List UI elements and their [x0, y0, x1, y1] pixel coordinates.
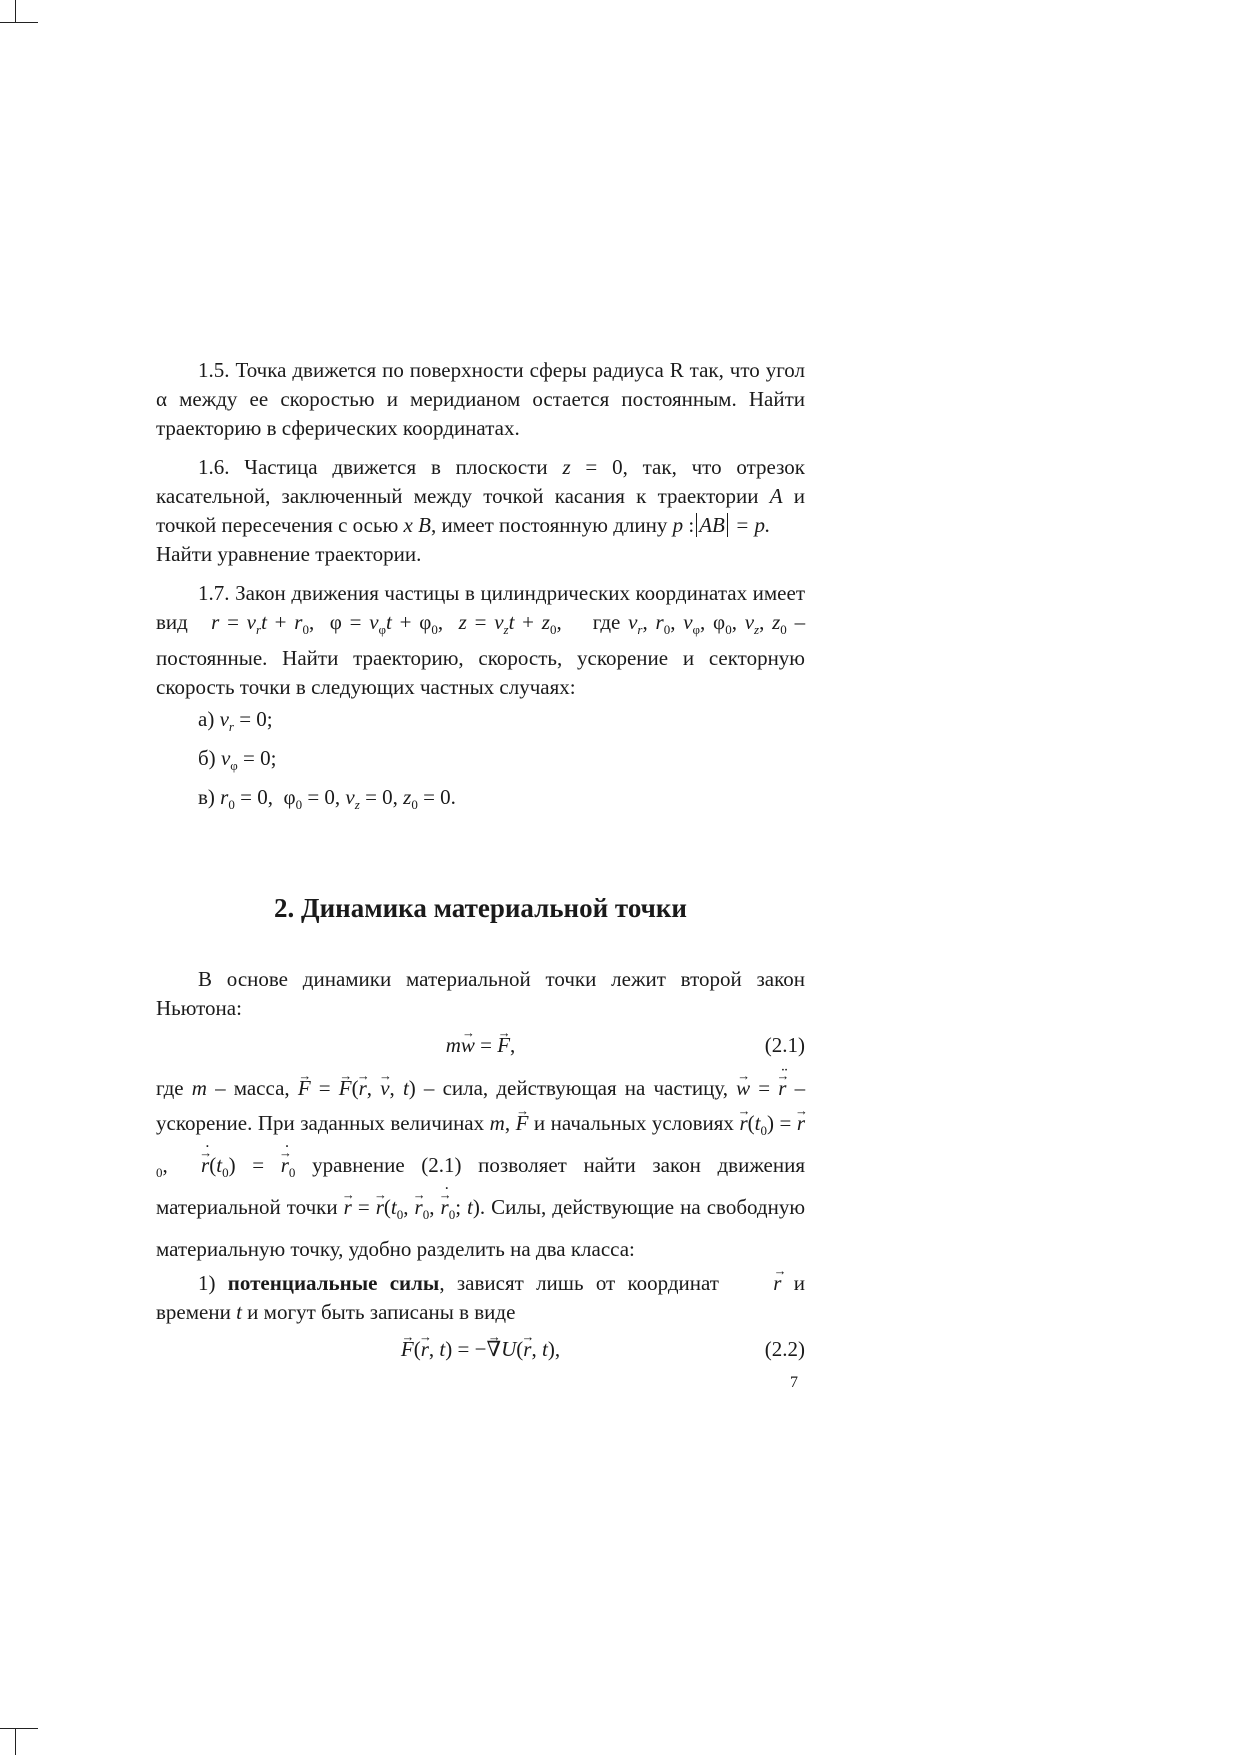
- equation-2-2: [156, 1327, 805, 1371]
- section-paragraph-2: где m – масса, → F = → F(→ r, → v, t) – сила, действующая на частицу, → w = → r ¨ – ускорение. При заданных величинах m, → F и начальных условиях → $r(t_0)$ = → $r_0$, → r $˙(t_0)$ = → r $˙_0$ уравнение (2.1) позволяет найти закон движения материальной точки → r = → $r(t_0$, → $r_0$, → r $˙_0$; t). Силы, действующие на свободную материальную точку, удобно разделить на два класса:: [156, 1071, 805, 1267]
- page-number: 7: [790, 1374, 798, 1391]
- crop-mark-bottom-vertical: [15, 1728, 16, 1755]
- section-heading: 2. Динамика материальной точки: [274, 893, 687, 923]
- problem-1-5: 1.5. Точка движется по поверхности сферы радиуса R так, что угол α между ее скоростью и меридианом остается постоянным. Найти траекторию в сферических координатах.: [156, 358, 805, 440]
- crop-mark-top-horizontal: [0, 22, 38, 23]
- problem-1-6: 1.6. Частица движется в плоскости z = 0, так, что отрезок касательной, заключенный между точкой касания к траектории A и точкой пересечения с осью x B, имеет постоянную длину p : AB = p. Найти уравнение траектории.: [156, 455, 805, 566]
- case-b: б) $v_\varphi = 0$;: [198, 746, 277, 773]
- section-body: [156, 965, 805, 1371]
- problem-1-7: 1.7. Закон движения частицы в цилиндрических координатах имеет вид $r = v_rt + r_0$, $\varphi = v_\varphi t + \varphi_0$, $z = v_zt + z_0$, где $v_r$, $r_0$, $v_\varphi$, $\varphi_0$, $v_z$, $z_0$ – постоянные. Найти траекторию, скорость, ускорение и секторную скорость точки в следующих частных случаях:: [156, 581, 806, 699]
- item-1: 1) потенциальные силы, зависят лишь от координат → r и времени t и могут быть записаны в виде: [156, 1269, 805, 1327]
- equation-2-1: [156, 1023, 805, 1067]
- section-intro: В основе динамики материальной точки лежит второй закон Ньютона:: [156, 967, 805, 1020]
- equation-2-2-number: (2.2): [764, 1337, 805, 1361]
- equation-2-1-number: (2.1): [764, 1033, 805, 1057]
- equation-2-2-formula: → F(→ r, t) = −→ ∇U(→ r, t),: [156, 1335, 805, 1364]
- crop-mark-top-vertical: [15, 0, 16, 22]
- case-a: а) $v_r = 0$;: [198, 707, 273, 734]
- crop-mark-bottom-horizontal: [0, 1728, 38, 1729]
- problems-block: [156, 356, 805, 819]
- case-c: в) $r_0 = 0$, $\varphi_0 = 0$, $v_z = 0$, $z_0 = 0$.: [198, 785, 456, 812]
- equation-2-1-formula: m→ w = → F,: [156, 1031, 805, 1060]
